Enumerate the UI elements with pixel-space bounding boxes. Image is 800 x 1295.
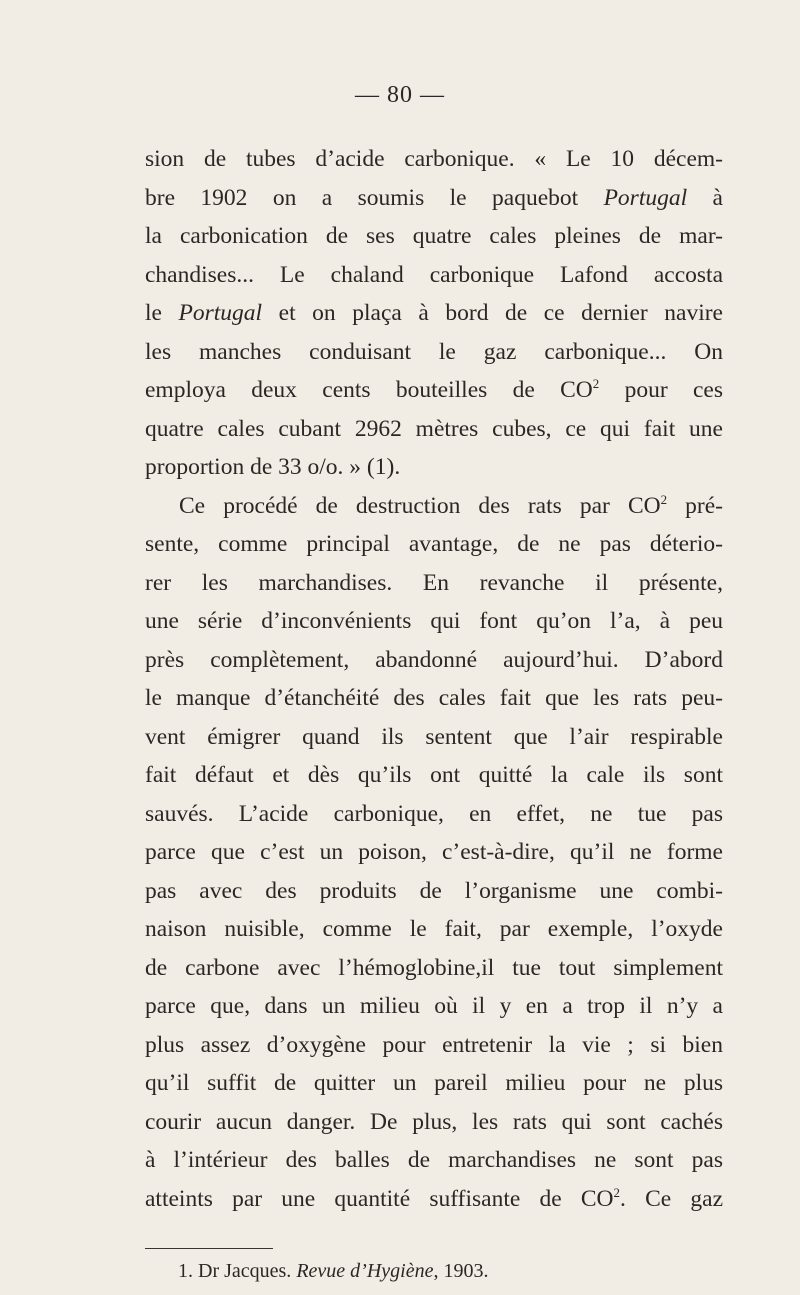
text-line: à l’intérieur des balles de marchandises ne sont pas xyxy=(145,1147,723,1173)
text-line: fait défaut et dès qu’ils ont quitté la cale ils sont xyxy=(145,762,723,788)
footnote-year: , 1903. xyxy=(433,1260,489,1282)
text-line: courir aucun danger. De plus, les rats qui sont cachés xyxy=(145,1108,723,1135)
text-line: sente, comme principal avantage, de ne pas déterio- xyxy=(145,531,723,557)
text-line: naison nuisible, comme le fait, par exemple, l’oxyde xyxy=(145,916,723,942)
co2-superscript: 2 xyxy=(613,1184,620,1200)
footnote-journal: Revue d’Hygiène xyxy=(296,1260,434,1282)
text-line: le manque d’étanchéité des cales fait que les rats peu- xyxy=(145,685,723,711)
footnote-rule xyxy=(145,1248,273,1249)
text-line: sauvés. L’acide carbonique, en effet, ne tue pas xyxy=(145,800,723,827)
ship-name: Portugal xyxy=(178,300,263,326)
text-line: pas avec des produits de l’organisme une combi- xyxy=(145,877,723,904)
text-line: près complètement, abandonné aujourd’hui. D’abord xyxy=(145,646,723,673)
text-line: Ce procédé de destruction des rats par $CO^2$ pré- xyxy=(179,491,723,519)
text-line: parce que, dans un milieu où il y en a trop il n’y a xyxy=(145,993,723,1019)
footnote-marker: 1. xyxy=(178,1260,193,1282)
text-line: employa deux cents bouteilles de $CO^2$ pour ces xyxy=(145,376,723,403)
text-line: parce que c’est un poison, c’est-à-dire, qu’il ne forme xyxy=(145,839,723,865)
text-line: les manches conduisant le gaz carbonique... On xyxy=(145,338,723,365)
text-line: une série d’inconvénients qui font qu’on l’a, à peu xyxy=(145,608,723,634)
page-number: — 80 — xyxy=(355,82,445,108)
text-line: qu’il suffit de quitter un pareil milieu pour ne plus xyxy=(145,1070,723,1096)
text-line: bre 1902 on a soumis le paquebot Portugal à xyxy=(145,184,723,211)
text-line: plus assez d’oxygène pour entretenir la vie ; si bien xyxy=(145,1031,723,1058)
co2-superscript: 2 xyxy=(660,491,668,507)
text-line: la carbonication de ses quatre cales pleines de mar- xyxy=(145,223,723,249)
text-line: de carbone avec l’hémoglobine,il tue tout simplement xyxy=(145,954,723,981)
co2-superscript: 2 xyxy=(592,376,600,392)
footnote-author: Dr Jacques. xyxy=(198,1260,292,1282)
footnote xyxy=(178,1258,488,1284)
text-line: sion de tubes d’acide carbonique. « Le 10 décem- xyxy=(145,146,723,172)
ship-name: Portugal xyxy=(603,184,688,211)
text-line: le Portugal et on plaça à bord de ce dernier navire xyxy=(145,300,723,326)
text-line: chandises... Le chaland carbonique Lafond accosta xyxy=(145,261,723,288)
text-line: vent émigrer quand ils sentent que l’air respirable xyxy=(145,723,723,750)
text-line: quatre cales cubant 2962 mètres cubes, ce qui fait une xyxy=(145,415,723,442)
text-line: atteints par une quantité suffisante de $CO^2$. Ce gaz xyxy=(145,1184,723,1212)
body-text xyxy=(145,140,723,1218)
text-line: proportion de 33 o/o. » (1). xyxy=(145,454,401,480)
text-line: rer les marchandises. En revanche il présente, xyxy=(145,569,723,596)
